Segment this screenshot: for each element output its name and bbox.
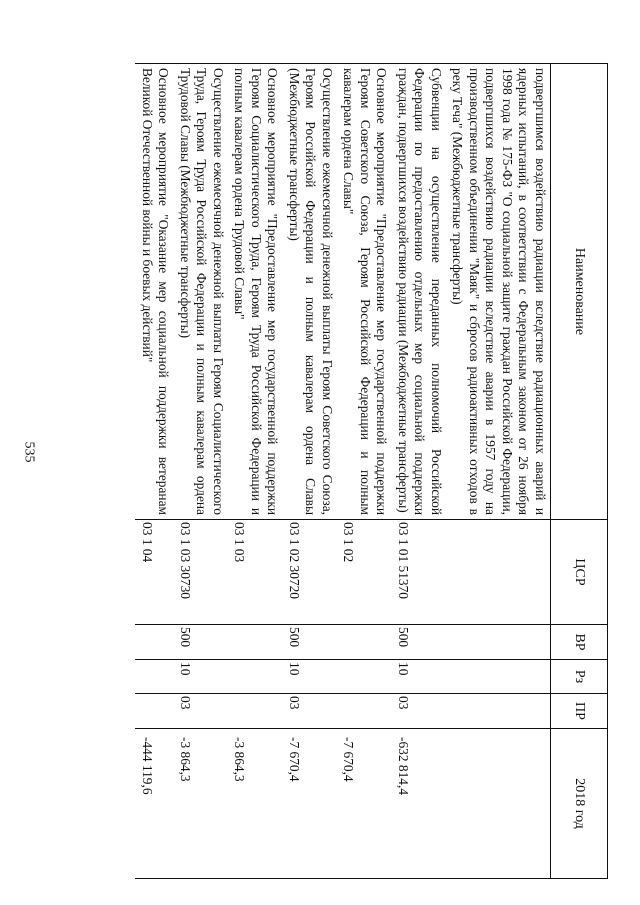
table-row xyxy=(228,64,283,879)
row-vr xyxy=(337,625,392,660)
row-pr: 03 xyxy=(392,694,447,729)
row-pr xyxy=(136,694,174,729)
row-amount: -7 670,4 xyxy=(283,729,338,879)
header-pr: ПР xyxy=(551,694,608,729)
row-name: Осуществление ежемесячной денежной выплаты Героям Социалистического Труда, Героям Труда Российской Федерации и полным кавалерам ордена Трудовой Славы (Межбюджетные трансферты) xyxy=(174,64,229,520)
row-amount: -632 814,4 xyxy=(392,729,447,879)
row-rz: 10 xyxy=(283,660,338,694)
row-vr xyxy=(228,625,283,660)
row-csr: 03 1 03 xyxy=(228,520,283,625)
table-row xyxy=(283,64,338,879)
row-amount: -3 864,3 xyxy=(228,729,283,879)
row-vr: 500 xyxy=(392,625,447,660)
header-rz: Рз xyxy=(551,660,608,694)
row-name: Осуществление ежемесячной денежной выплаты Героям Советского Союза, Героям Российской Федерации и полным кавалерам ордена Славы (Межбюджетные трансферты) xyxy=(283,64,338,520)
row-rz: 10 xyxy=(392,660,447,694)
row-name: Основное мероприятие "Предоставление мер государственной поддержки Героям Советского Союза, Героям Российской Федерации и полным кавалерам ордена Славы" xyxy=(337,64,392,520)
row-amount xyxy=(446,729,551,879)
row-name: Субвенции на осуществление переданных полномочий Российской Федерации по предоставлению отдельных мер социальной поддержки граждан, подвергшихся воздействию радиации (Межбюджетные трансферты) xyxy=(392,64,447,520)
row-amount: -444 119,6 xyxy=(136,729,174,879)
row-vr xyxy=(136,625,174,660)
row-csr: 03 1 04 xyxy=(136,520,174,625)
table-header-row xyxy=(551,64,608,879)
row-pr xyxy=(446,694,551,729)
header-name: Наименование xyxy=(551,64,608,520)
row-rz xyxy=(136,660,174,694)
row-pr: 03 xyxy=(283,694,338,729)
table-row xyxy=(337,64,392,879)
row-csr: 03 1 02 30720 xyxy=(283,520,338,625)
header-vr: ВР xyxy=(551,625,608,660)
table-row xyxy=(392,64,447,879)
row-csr xyxy=(446,520,551,625)
row-pr xyxy=(228,694,283,729)
page-number-text: 535 xyxy=(21,441,36,463)
budget-table xyxy=(136,63,609,879)
row-rz xyxy=(228,660,283,694)
row-amount: -7 670,4 xyxy=(337,729,392,879)
header-year: 2018 год xyxy=(551,729,608,879)
table-row xyxy=(174,64,229,879)
rotated-table-container xyxy=(36,63,608,878)
row-name: подвергшимся воздействию радиации вследствие радиационных аварий и ядерных испытаний, в соответствии с Федеральным законом от 26 ноября 1998 года № 175-ФЗ "О социальной защите граждан Российской Федерации, подвергшихся воздействию радиации вследствие аварии в 1957 году на производственном объединении "Маяк" и сбросов радиоактивных отходов в реку Теча" (Межбюджетные трансферты) xyxy=(446,64,551,520)
row-amount: -3 864,3 xyxy=(174,729,229,879)
row-csr: 03 1 03 30730 xyxy=(174,520,229,625)
row-pr: 03 xyxy=(174,694,229,729)
row-name: Основное мероприятие "Оказание мер социальной поддержки ветеранам Великой Отечественной войны и боевых действий" xyxy=(136,64,174,520)
row-rz xyxy=(337,660,392,694)
row-csr: 03 1 01 51370 xyxy=(392,520,447,625)
row-name: Основное мероприятие "Предоставление мер государственной поддержки Героям Социалистического Труда, Героям Труда Российской Федерации и полным кавалерам ордена Трудовой Славы" xyxy=(228,64,283,520)
row-rz: 10 xyxy=(174,660,229,694)
row-csr: 03 1 02 xyxy=(337,520,392,625)
table-row xyxy=(446,64,551,879)
row-vr: 500 xyxy=(174,625,229,660)
header-csr: ЦСР xyxy=(551,520,608,625)
page-number xyxy=(18,442,38,462)
row-rz xyxy=(446,660,551,694)
row-vr: 500 xyxy=(283,625,338,660)
row-vr xyxy=(446,625,551,660)
table-row xyxy=(136,64,174,879)
row-pr xyxy=(337,694,392,729)
